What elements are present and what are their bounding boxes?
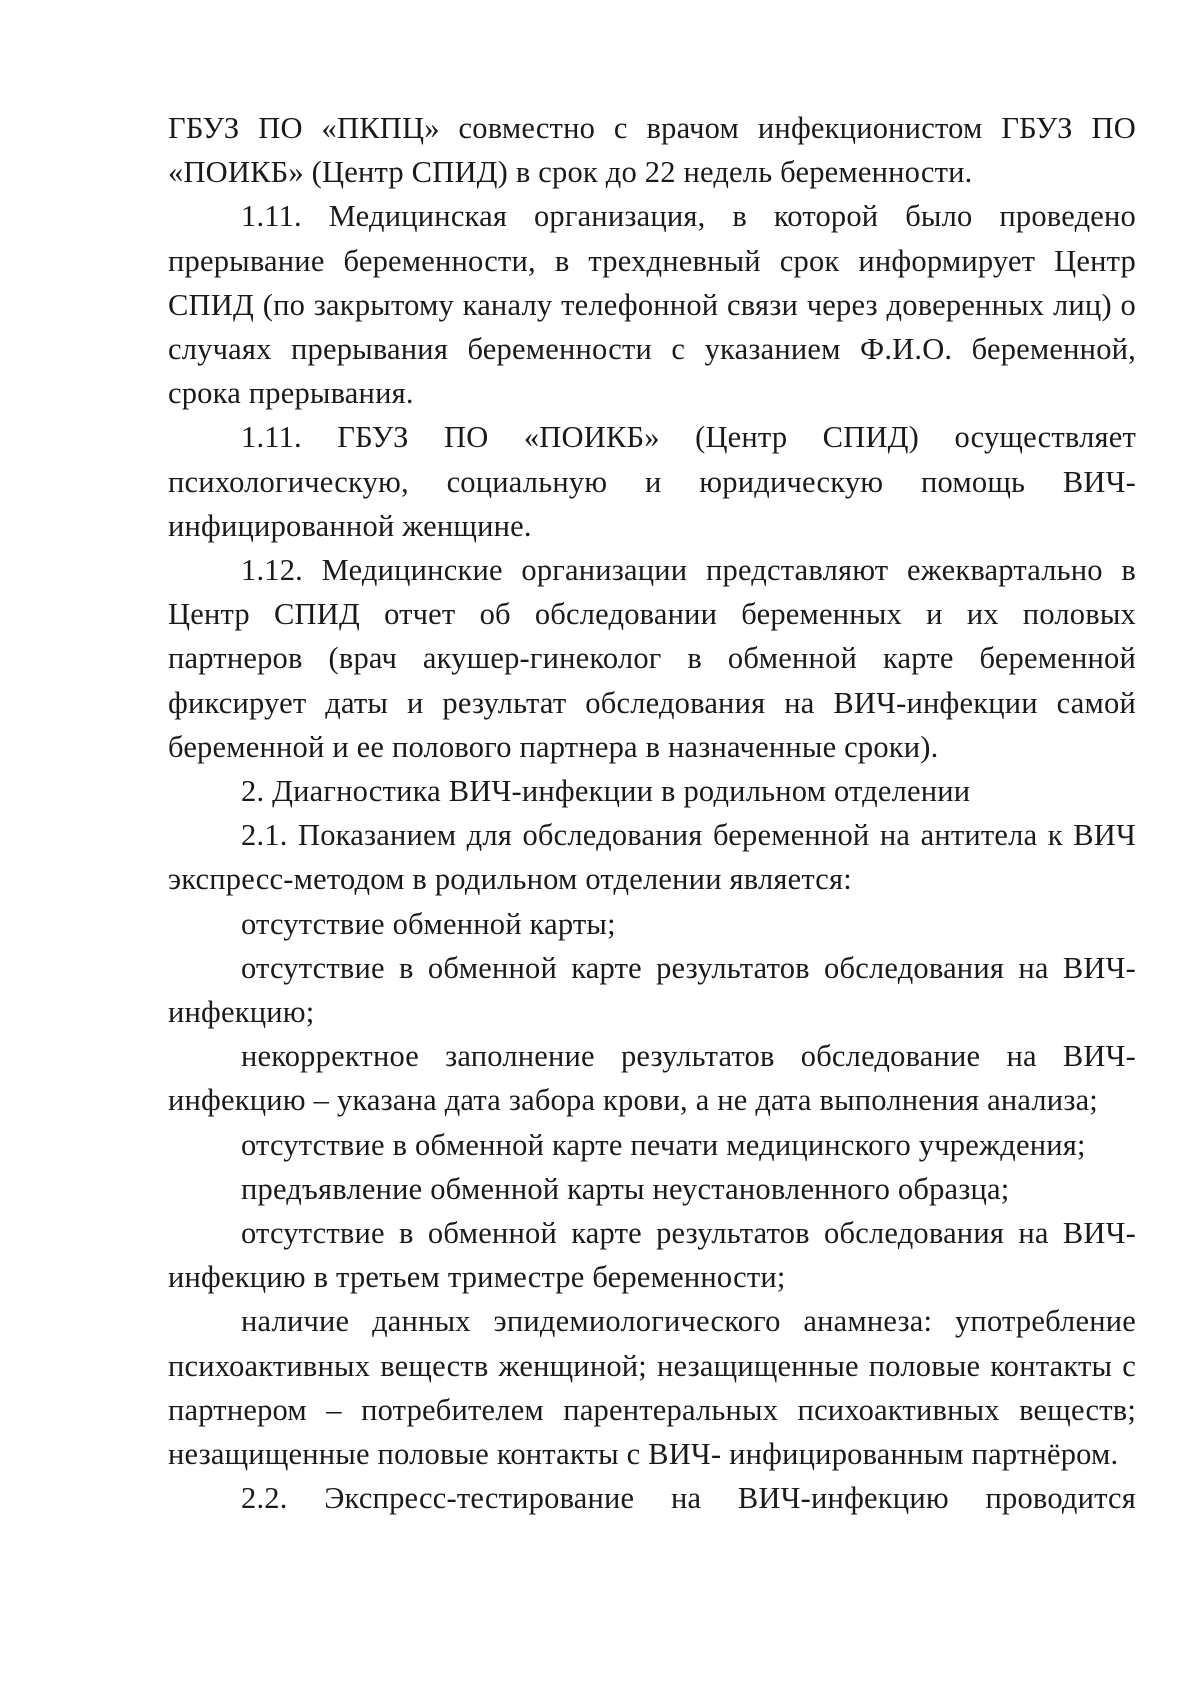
paragraph-1-11-support: 1.11. ГБУЗ ПО «ПОИКБ» (Центр СПИД) осуществляет психологическую, социальную и юридическую помощь ВИЧ-инфицированной женщине. — [168, 420, 1136, 543]
paragraph-continuation: ГБУЗ ПО «ПКПЦ» совместно с врачом инфекционистом ГБУЗ ПО «ПОИКБ» (Центр СПИД) в срок до 22 недель беременности. — [168, 111, 1136, 190]
paragraph-1-12-quarterly-report: 1.12. Медицинские организации представляют ежеквартально в Центр СПИД отчет об обследовании беременных и их половых партнеров (врач акушер-гинеколог в обменной карте беременной фиксирует даты и результат обследования на ВИЧ-инфекции самой беременной и ее полового партнера в назначенные сроки). — [168, 553, 1136, 764]
paragraph-1-11-termination-report: 1.11. Медицинская организация, в которой было проведено прерывание беременности, в трехдневный срок информирует Центр СПИД (по закрытому каналу телефонной связи через доверенных лиц) о случаях прерывания беременности с указанием Ф.И.О. беременной, срока прерывания. — [168, 199, 1136, 411]
list-item-no-third-trimester-results: отсутствие в обменной карте результатов обследования на ВИЧ-инфекцию в третьем триместре беременности; — [168, 1216, 1136, 1295]
section-heading-2-diagnostics: 2. Диагностика ВИЧ-инфекции в родильном отделении — [241, 774, 971, 809]
list-item-no-stamp: отсутствие в обменной карте печати медицинского учреждения; — [241, 1127, 1086, 1162]
document-body — [168, 106, 1136, 1521]
list-item-no-results: отсутствие в обменной карте результатов обследования на ВИЧ-инфекцию; — [168, 950, 1136, 1030]
list-item-incorrect-filling: некорректное заполнение результатов обследование на ВИЧ-инфекцию – указана дата забора крови, а не дата выполнения анализа; — [168, 1039, 1136, 1118]
paragraph-2-2-express-testing: 2.2. Экспресс-тестирование на ВИЧ-инфекцию проводится — [241, 1481, 1136, 1516]
paragraph-2-1-indications: 2.1. Показанием для обследования беременной на антитела к ВИЧ экспресс-методом в родильном отделении является: — [168, 818, 1136, 897]
list-item-nonstandard-card: предъявление обменной карты неустановленного образца; — [241, 1171, 1010, 1206]
list-item-no-exchange-card: отсутствие обменной карты; — [241, 906, 616, 941]
list-item-epidemiological-history: наличие данных эпидемиологического анамнеза: употребление психоактивных веществ женщиной; незащищенные половые контакты с партнером – потребителем парентеральных психоактивных веществ; незащищенные половые контакты с ВИЧ- инфицированным партнёром. — [168, 1304, 1136, 1472]
